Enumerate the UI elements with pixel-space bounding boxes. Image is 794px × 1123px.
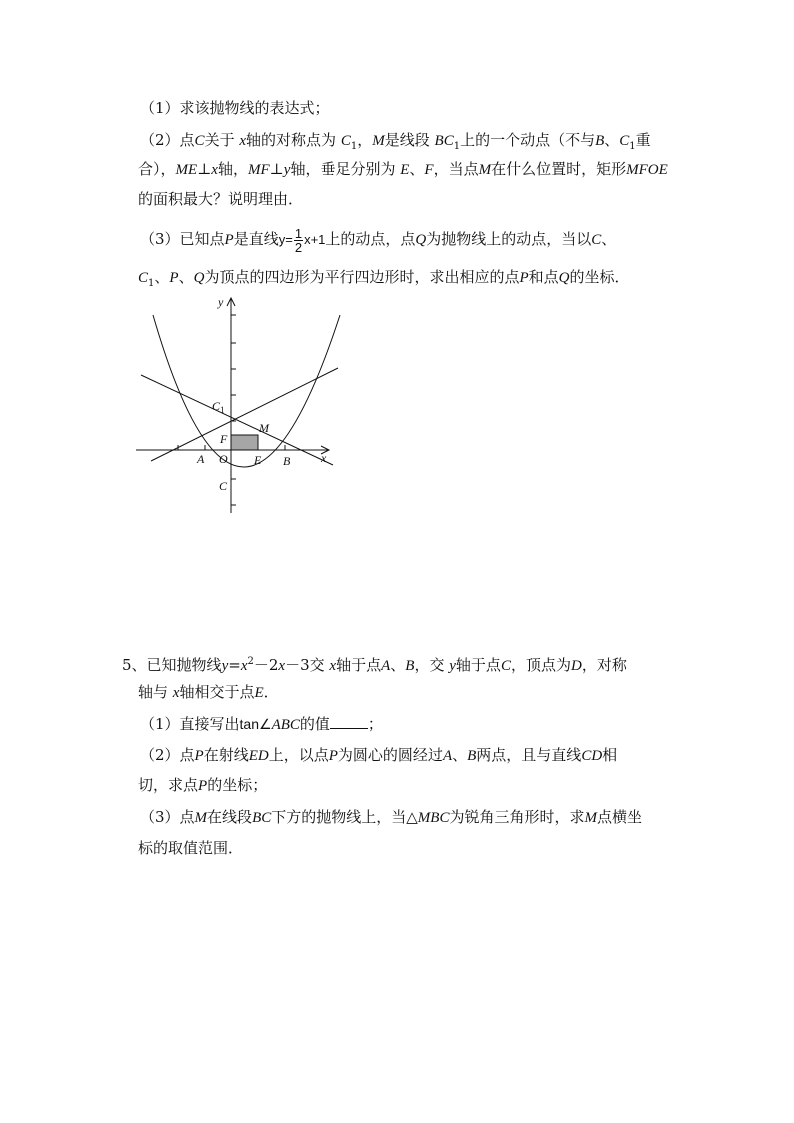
text: 、 [409,160,425,178]
p4-q2-line1 [140,130,651,157]
label-y: y [218,295,224,309]
text: ME [175,162,198,178]
text: 1 [453,141,461,152]
text: 上的一个动点（不与 [460,131,596,149]
text: BC [252,810,272,826]
text: 上，以点 [268,746,329,764]
text: 轴于点 [455,656,501,674]
text: B [467,748,477,764]
text: 1 [294,225,303,241]
text: 和点 [528,268,559,286]
text: 轴与 [138,683,169,701]
text: 的坐标； [207,776,268,794]
text: 轴， [217,160,248,178]
text: y [221,658,229,674]
text: 轴相交于点 [179,683,255,701]
label-b: B [283,454,291,468]
text: M [584,810,597,826]
text: ，对称 [581,656,627,674]
text: C [194,133,205,149]
text: Q [193,270,205,286]
text: 1 [629,141,636,152]
p4-q2-line3 [138,189,303,209]
label-e: E [254,453,262,467]
text: －2 [253,656,279,674]
text: 为顶点的四边形为平行四边形时，求出相应的点 [204,268,520,286]
text: 合）， [138,160,176,178]
text: 点横坐 [596,808,642,826]
text: 轴，垂足分别为 [290,160,396,178]
text: 、 [452,746,468,764]
fraction-one-half [294,227,303,254]
text: x [172,685,180,701]
text: MFOE [626,162,668,178]
text: CD [581,748,603,764]
text: ，顶点为 [510,656,571,674]
text: C [500,658,511,674]
text: C [619,133,630,149]
p4-q3-line2 [138,267,630,294]
text: 2 [247,656,254,667]
text: 为圆心的圆经过 [337,746,443,764]
text: 在什么位置时，矩形 [491,160,627,178]
text: 、 [604,131,620,149]
text: B [595,133,605,149]
text: P [224,232,234,248]
text: C [212,399,221,413]
text: 是直线 [233,230,279,248]
p4-q1-text: （1）求该抛物线的表达式； [140,99,330,117]
text: 1 [220,405,225,415]
text: 2 [294,239,303,255]
text: （2）点 [140,131,195,149]
text: 1 [350,141,358,152]
text: 相 [602,746,618,764]
text: Q [558,270,570,286]
text: P [198,778,208,794]
text: 标的取值范围． [138,839,244,857]
text: y= [278,232,293,247]
text: P [328,748,338,764]
text: C [591,232,602,248]
text: （2）点 [140,746,195,764]
text: （1）直接写出 [140,715,240,733]
text: ． [263,683,279,701]
text: 的坐标． [569,268,630,286]
text: 的值 [299,715,330,733]
text: MBC [417,810,450,826]
label-c1 [212,399,225,415]
text: x [211,162,218,178]
text: ，交 [414,656,445,674]
text: ED [248,748,269,764]
text: 、 [390,656,406,674]
text: 在线段 [207,808,253,826]
text: BC [434,133,454,149]
text: 、 [154,268,170,286]
text: E [400,162,410,178]
text: A [442,748,453,764]
text: P [194,748,204,764]
p4-q3-line1 [140,226,616,254]
text: 已知抛物线 [146,656,222,674]
text: M [478,162,492,178]
text: x [240,658,248,674]
text: P [519,270,529,286]
p5-q3-line1 [140,807,642,828]
text: 、 [601,230,617,248]
text: ⊥ [269,160,284,178]
text: M [194,810,208,826]
answer-blank [330,714,368,729]
text: 的面积最大？说明理由． [138,190,304,208]
text: D [570,658,582,674]
label-x: x [321,451,327,465]
text: 下方的抛物线上，当△ [271,808,418,826]
parabola-figure [133,293,343,518]
text: x+1 [304,232,326,247]
text: 上的动点，点 [325,230,416,248]
text: MF [247,162,270,178]
text: y [449,658,456,674]
text: C [138,270,149,286]
label-f: F [220,432,228,446]
text: 重 [635,131,651,149]
text: ABC [271,717,300,733]
p5-line2 [138,682,279,703]
label-m: M [259,421,269,435]
text: ⊥ [197,160,212,178]
text: 为锐角三角形时，求 [449,808,585,826]
text: M [372,133,385,149]
p5-q1 [140,714,383,735]
label-c: C [219,479,228,493]
label-a: A [197,452,205,466]
text: 切，求点 [138,776,199,794]
text: ， [357,131,373,149]
text: Q [415,232,427,248]
text: 轴的对称点为 [246,131,337,149]
text: 5、 [122,656,147,674]
text: ； [367,715,383,733]
text: 是线段 [384,131,430,149]
p5-q3-line2 [138,838,243,858]
text: 为抛物线上的动点，当以 [426,230,592,248]
p4-q1 [140,98,330,118]
text: ，当点 [433,160,479,178]
p5-q2-line2 [138,775,267,796]
text: tan∠ [239,716,272,732]
text: x [329,658,337,674]
p5-q2-line1 [140,745,617,766]
text: B [405,658,415,674]
text: 轴于点 [336,656,382,674]
text: （3）点 [140,808,195,826]
text: C [340,133,351,149]
text: F [424,162,434,178]
rectangle-mfoe [231,435,258,450]
text: = [228,656,241,674]
p5-line1 [122,652,627,676]
text: x [239,133,247,149]
text: 在射线 [203,746,249,764]
text: E [254,685,264,701]
text: 关于 [204,131,235,149]
text: A [381,658,391,674]
text: x [278,658,286,674]
text: P [169,270,179,286]
text: （3）已知点 [140,230,225,248]
text: 、 [178,268,194,286]
text: 两点，且与直线 [476,746,582,764]
label-o: O [219,452,228,466]
text: －3交 [285,656,325,674]
text: y [283,162,291,178]
p4-q2-line2 [138,159,668,180]
text: 1 [148,278,155,289]
